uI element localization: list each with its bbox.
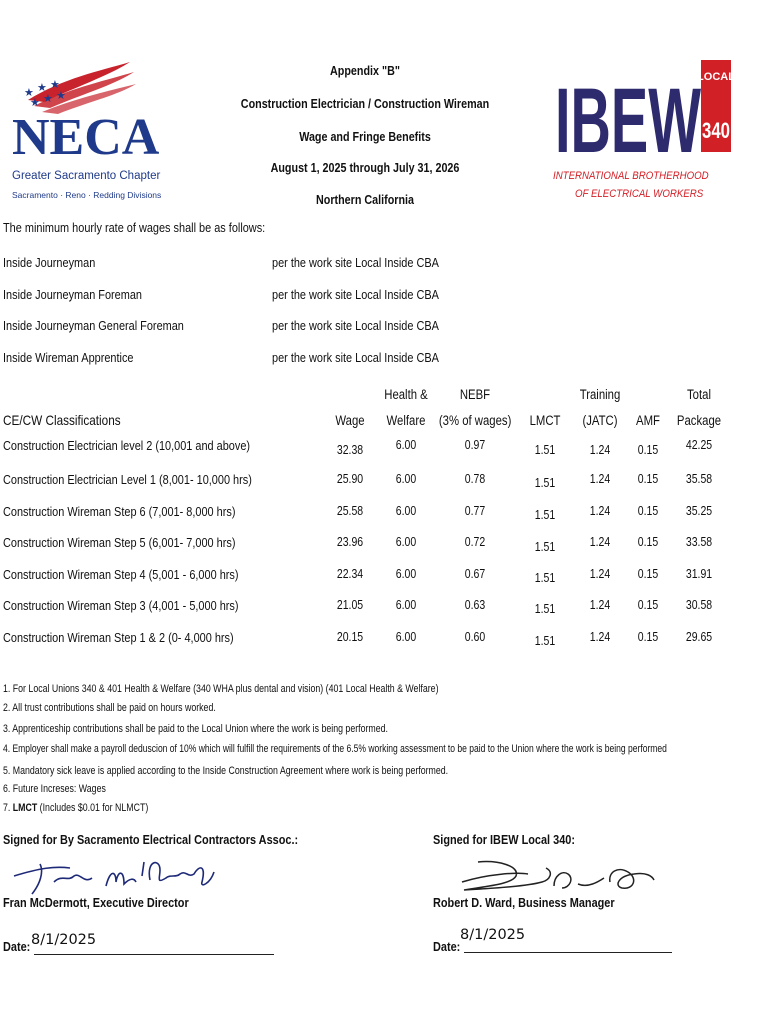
signature-ward [458, 852, 658, 898]
left-date-label: Date: [3, 939, 31, 954]
row-classification: Construction Wireman Step 6 (7,001- 8,000 hrs) [3, 504, 236, 519]
svg-text:★: ★ [37, 81, 47, 94]
cell-nebf: 0.97 [464, 438, 486, 452]
cell-health-welfare: 6.00 [395, 438, 417, 452]
cell-nebf: 0.63 [464, 598, 486, 612]
inside-rate-value: per the work site Local Inside CBA [272, 350, 439, 365]
cell-lmct: 1.51 [534, 602, 556, 616]
cell-lmct: 1.51 [534, 540, 556, 554]
cell-wage: 23.96 [336, 535, 364, 549]
cell-jatc: 1.24 [589, 535, 611, 549]
cell-health-welfare: 6.00 [395, 472, 417, 486]
inside-rate-label: Inside Journeyman Foreman [3, 287, 143, 302]
row-classification: Construction Wireman Step 4 (5,001 - 6,000 hrs) [3, 567, 239, 582]
cell-wage: 25.58 [336, 504, 364, 518]
cell-total: 33.58 [685, 535, 713, 549]
note: 6. Future Increses: Wages [3, 783, 106, 795]
cell-health-welfare: 6.00 [395, 504, 417, 518]
col-header-health-2: Welfare [386, 413, 426, 428]
cell-total: 31.91 [685, 567, 713, 581]
row-classification: Construction Electrician Level 1 (8,001- 10,000 hrs) [3, 472, 252, 487]
cell-total: 30.58 [685, 598, 713, 612]
cell-wage: 25.90 [336, 472, 364, 486]
ibew-wordmark-graphic [553, 58, 735, 172]
ibew-logo [553, 58, 733, 208]
col-header-lmct: LMCT [529, 413, 561, 428]
note-lmct-bold: LMCT [12, 802, 38, 814]
cell-jatc: 1.24 [589, 472, 611, 486]
svg-text:★: ★ [30, 96, 40, 109]
note-lmct [3, 802, 148, 814]
note: 3. Apprenticeship contributions shall be paid to the Local Union where the work is being performed. [3, 723, 388, 735]
ibew-wordmark: IBEW [555, 70, 702, 172]
cell-nebf: 0.77 [464, 504, 486, 518]
cell-jatc: 1.24 [589, 443, 611, 457]
row-classification: Construction Wireman Step 5 (6,001- 7,000 hrs) [3, 535, 236, 550]
ibew-tagline-1: INTERNATIONAL BROTHERHOOD [553, 170, 709, 182]
cell-nebf: 0.67 [464, 567, 486, 581]
row-classification: Construction Wireman Step 1 & 2 (0- 4,000 hrs) [3, 630, 234, 645]
right-date-label: Date: [433, 939, 461, 954]
col-header-wage: Wage [335, 413, 365, 428]
cell-amf: 0.15 [637, 598, 659, 612]
cell-wage: 32.38 [336, 443, 364, 457]
cell-health-welfare: 6.00 [395, 535, 417, 549]
note: 4. Employer shall make a payroll deduscion of 10% which will fulfill the requirements of the 6.5% working assessment to be paid to the Union where the work is being performed [3, 743, 667, 755]
cell-lmct: 1.51 [534, 443, 556, 457]
cell-amf: 0.15 [637, 472, 659, 486]
col-header-training-1: Training [579, 387, 621, 402]
cell-jatc: 1.24 [589, 630, 611, 644]
cell-nebf: 0.78 [464, 472, 486, 486]
neca-chapter: Greater Sacramento Chapter [12, 170, 161, 182]
neca-flag-swoosh-icon [8, 58, 160, 166]
right-signed-heading: Signed for IBEW Local 340: [433, 832, 575, 847]
appendix-title: Appendix "B" [330, 64, 400, 78]
cell-amf: 0.15 [637, 443, 659, 457]
cell-amf: 0.15 [637, 567, 659, 581]
header-subject: Wage and Fringe Benefits [299, 130, 431, 144]
cell-jatc: 1.24 [589, 598, 611, 612]
note-lmct-text: (Includes $0.01 for NLMCT) [37, 802, 149, 814]
header-classification: Construction Electrician / Construction Wireman [240, 97, 490, 111]
cell-wage: 22.34 [336, 567, 364, 581]
left-signed-heading: Signed for By Sacramento Electrical Contractors Assoc.: [3, 832, 299, 847]
cell-amf: 0.15 [637, 504, 659, 518]
cell-total: 35.25 [685, 504, 713, 518]
right-date-value: 8/1/2025 [460, 927, 526, 943]
cell-total: 35.58 [685, 472, 713, 486]
inside-rate-value: per the work site Local Inside CBA [272, 318, 439, 333]
cell-lmct: 1.51 [534, 571, 556, 585]
note: 1. For Local Unions 340 & 401 Health & Welfare (340 WHA plus dental and vision) (401 Local Health & Welfare) [3, 683, 439, 695]
cell-total: 29.65 [685, 630, 713, 644]
cell-health-welfare: 6.00 [395, 630, 417, 644]
inside-rate-label: Inside Journeyman General Foreman [3, 318, 184, 333]
svg-text:★: ★ [56, 89, 66, 102]
cell-lmct: 1.51 [534, 508, 556, 522]
svg-text:★: ★ [43, 92, 53, 105]
row-classification: Construction Electrician level 2 (10,001 and above) [3, 438, 251, 453]
cell-health-welfare: 6.00 [395, 567, 417, 581]
cell-health-welfare: 6.00 [395, 598, 417, 612]
left-signatory-name: Fran McDermott, Executive Director [3, 895, 189, 910]
signature-mcdermott [10, 848, 220, 898]
left-date-value: 8/1/2025 [31, 932, 97, 948]
col-header-health-1: Health & [384, 387, 428, 402]
cell-jatc: 1.24 [589, 567, 611, 581]
intro-text: The minimum hourly rate of wages shall be as follows: [3, 220, 266, 235]
note: 5. Mandatory sick leave is applied according to the Inside Construction Agreement where work is being performed. [3, 765, 449, 777]
ibew-local-number: 340 [702, 118, 730, 143]
cell-nebf: 0.60 [464, 630, 486, 644]
cell-lmct: 1.51 [534, 476, 556, 490]
cell-nebf: 0.72 [464, 535, 486, 549]
col-header-nebf-1: NEBF [459, 387, 491, 402]
note-number: 7. [3, 802, 11, 814]
header-period: August 1, 2025 through July 31, 2026 [270, 161, 460, 175]
col-header-nebf-2: (3% of wages) [438, 413, 512, 428]
cell-total: 42.25 [685, 438, 713, 452]
header-region: Northern California [316, 193, 414, 207]
col-header-classification: CE/CW Classifications [3, 412, 121, 428]
col-header-training-2: (JATC) [582, 413, 618, 428]
svg-text:★: ★ [50, 78, 60, 91]
cell-wage: 21.05 [336, 598, 364, 612]
cell-wage: 20.15 [336, 630, 364, 644]
neca-logo [8, 58, 162, 210]
inside-rate-label: Inside Journeyman [3, 255, 96, 270]
left-date-line [34, 954, 274, 955]
col-header-amf: AMF [636, 413, 660, 428]
cell-jatc: 1.24 [589, 504, 611, 518]
right-date-line [464, 952, 672, 953]
ibew-local-word: LOCAL [697, 71, 735, 83]
inside-rate-value: per the work site Local Inside CBA [272, 255, 439, 270]
cell-lmct: 1.51 [534, 634, 556, 648]
col-header-total-2: Package [676, 413, 722, 428]
neca-divisions: Sacramento · Reno · Redding Divisions [12, 190, 162, 200]
inside-rate-value: per the work site Local Inside CBA [272, 287, 439, 302]
ibew-tagline-2: OF ELECTRICAL WORKERS [575, 188, 704, 200]
col-header-total-1: Total [687, 387, 711, 402]
cell-amf: 0.15 [637, 535, 659, 549]
note: 2. All trust contributions shall be paid on hours worked. [3, 702, 216, 714]
svg-text:★: ★ [24, 86, 34, 99]
neca-wordmark: NECA [12, 109, 160, 166]
row-classification: Construction Wireman Step 3 (4,001 - 5,000 hrs) [3, 598, 239, 613]
right-signatory-name: Robert D. Ward, Business Manager [433, 895, 615, 910]
cell-amf: 0.15 [637, 630, 659, 644]
inside-rate-label: Inside Wireman Apprentice [3, 350, 134, 365]
